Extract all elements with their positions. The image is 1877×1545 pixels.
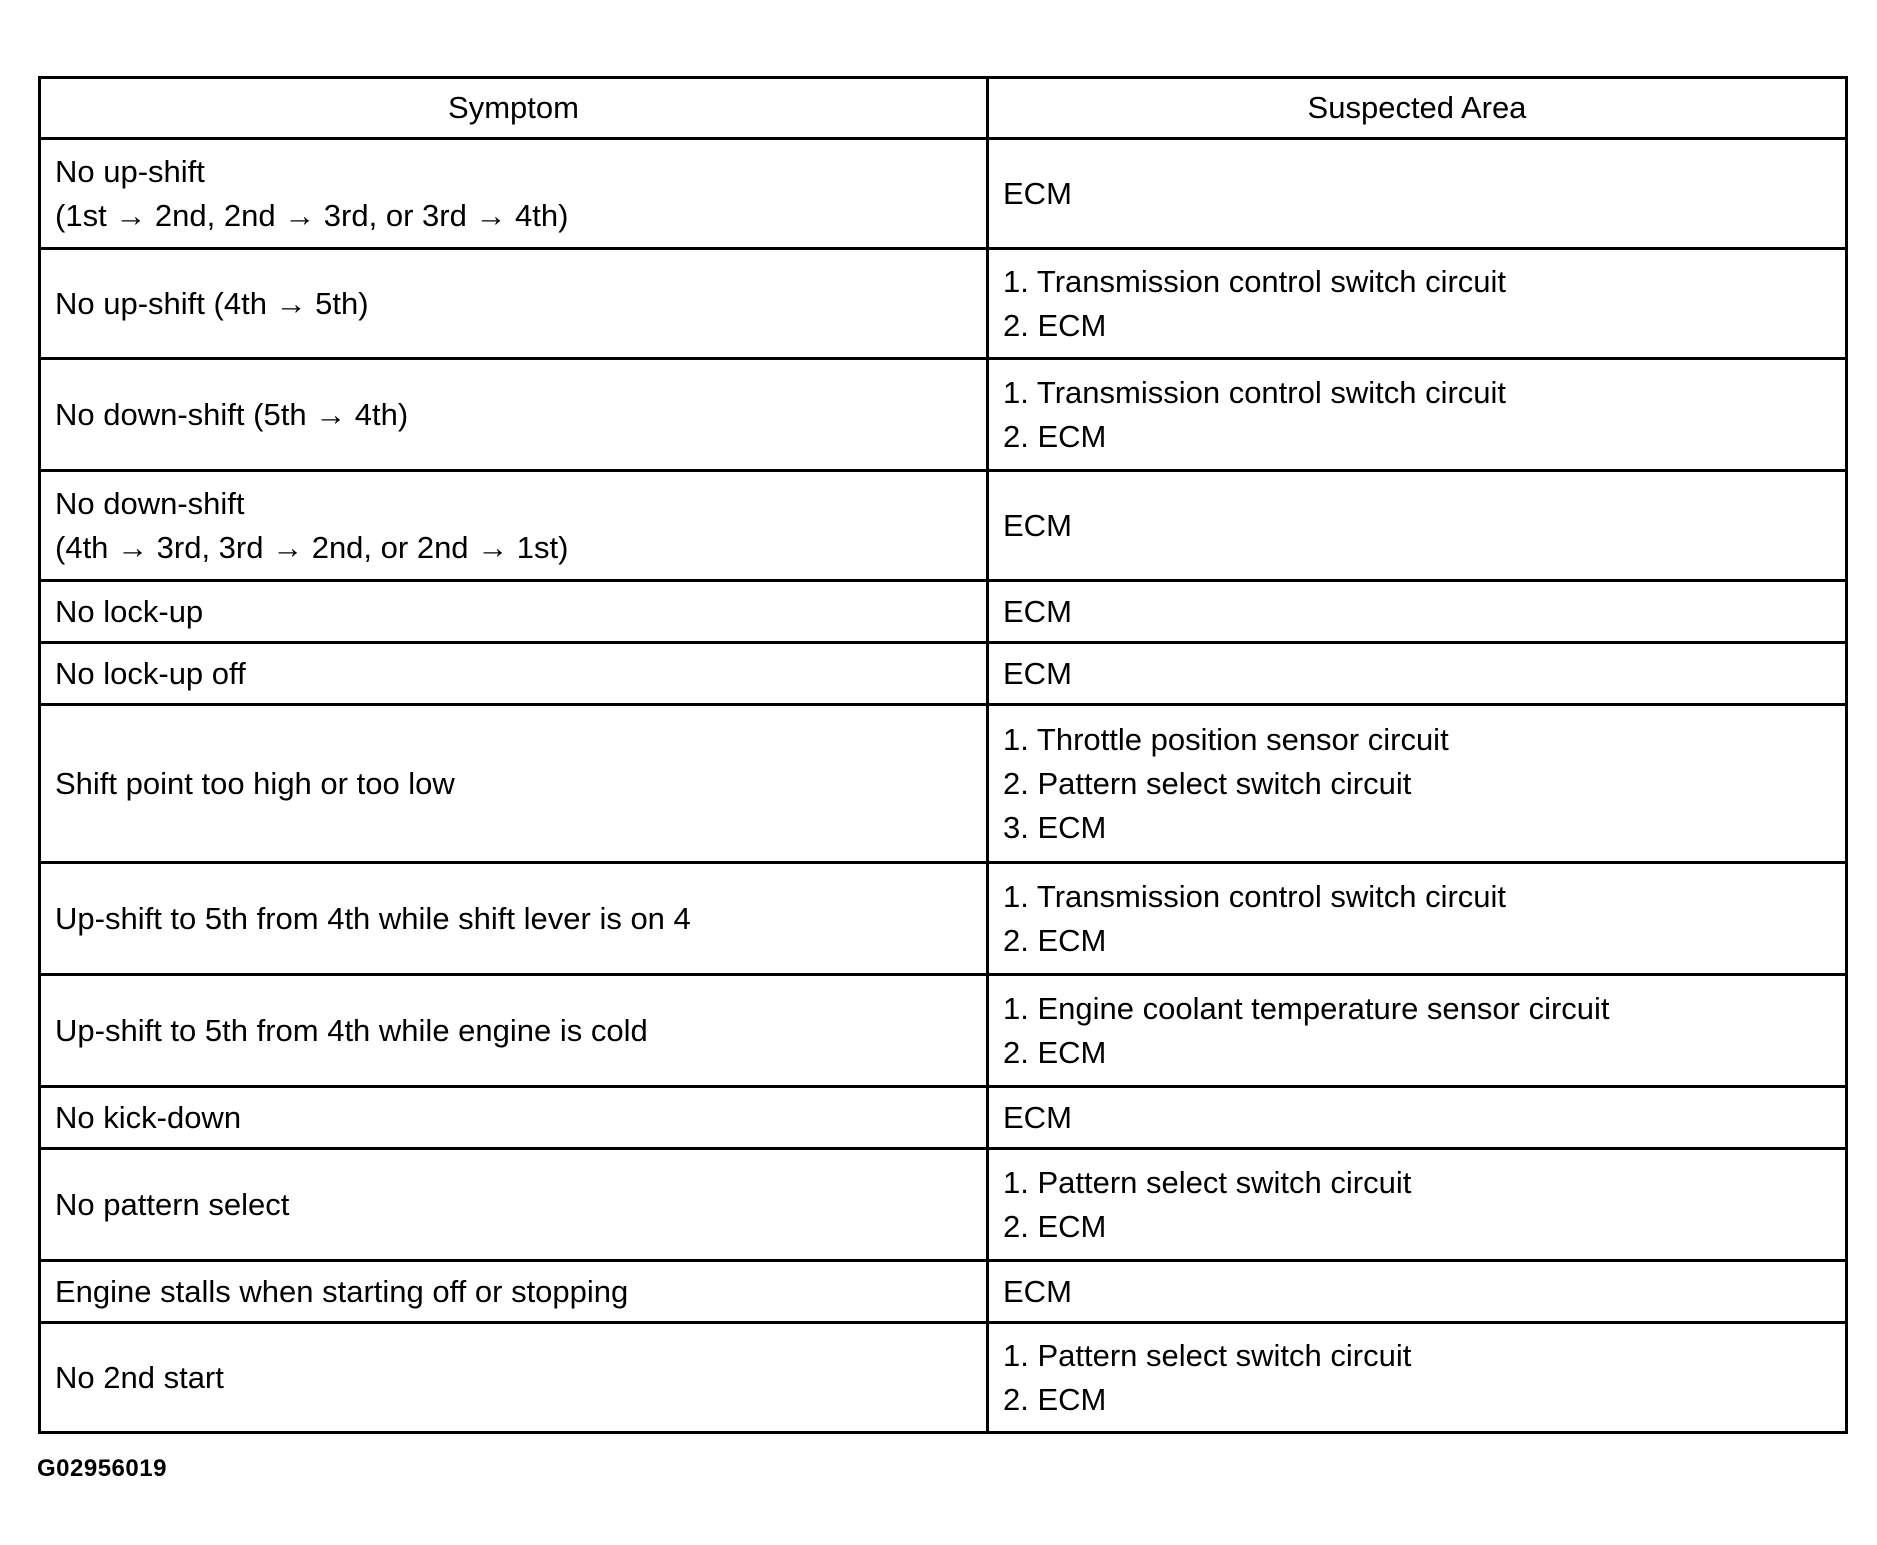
suspected-line: ECM [1003,1099,1072,1135]
suspected-line: 2. Pattern select switch circuit [1003,765,1412,801]
suspected-line: 2. ECM [1003,418,1107,454]
symptom-cell [40,1149,988,1261]
suspected-cell [988,359,1847,471]
symptom-cell [40,975,988,1087]
suspected-line: 1. Throttle position sensor circuit [1003,721,1449,757]
symptom-line: (1st → 2nd, 2nd → 3rd, or 3rd → 4th) [55,197,569,233]
symptom-line: No pattern select [55,1186,290,1222]
suspected-line: ECM [1003,1273,1072,1309]
symptom-line: No down-shift (5th → 4th) [55,396,409,432]
symptom-line: Up-shift to 5th from 4th while shift lever is on 4 [55,900,691,936]
symptom-cell [40,581,988,643]
symptom-line: Shift point too high or too low [55,765,455,801]
table-row [40,249,1847,359]
symptom-cell [40,139,988,249]
suspected-cell [988,1087,1847,1149]
suspected-cell [988,471,1847,581]
table-row [40,139,1847,249]
suspected-line: 1. Transmission control switch circuit [1003,263,1507,299]
table-row [40,705,1847,863]
suspected-cell [988,1149,1847,1261]
symptom-line: No kick-down [55,1099,242,1135]
symptom-cell [40,1261,988,1323]
suspected-line: ECM [1003,507,1072,543]
symptom-line: (4th → 3rd, 3rd → 2nd, or 2nd → 1st) [55,529,569,565]
suspected-cell [988,1323,1847,1433]
table-row [40,1087,1847,1149]
suspected-line: 2. ECM [1003,922,1107,958]
table-row [40,863,1847,975]
header-suspected-area: Suspected Area [988,78,1847,139]
suspected-cell [988,975,1847,1087]
table-row [40,643,1847,705]
table-row [40,581,1847,643]
table-row [40,471,1847,581]
symptom-line: Up-shift to 5th from 4th while engine is cold [55,1012,648,1048]
suspected-cell [988,643,1847,705]
suspected-cell [988,581,1847,643]
suspected-line: 2. ECM [1003,1034,1107,1070]
suspected-line: 1. Pattern select switch circuit [1003,1337,1412,1373]
symptom-cell [40,1323,988,1433]
suspected-cell [988,139,1847,249]
symptom-cell [40,359,988,471]
suspected-line: ECM [1003,175,1072,211]
symptom-cell [40,863,988,975]
symptom-cell [40,1087,988,1149]
symptom-cell [40,471,988,581]
symptom-table [38,76,1848,1434]
symptom-line: No up-shift (4th → 5th) [55,285,369,321]
suspected-line: ECM [1003,593,1072,629]
table-header-row [40,78,1847,139]
suspected-line: 3. ECM [1003,809,1107,845]
suspected-cell [988,249,1847,359]
suspected-line: 2. ECM [1003,307,1107,343]
symptom-line: No lock-up off [55,655,246,691]
suspected-cell [988,863,1847,975]
table-row [40,359,1847,471]
symptom-line: Engine stalls when starting off or stopping [55,1273,629,1309]
table-row [40,1261,1847,1323]
symptom-line: No lock-up [55,593,204,629]
figure-code: G02956019 [37,1455,167,1482]
suspected-line: 1. Transmission control switch circuit [1003,374,1507,410]
symptom-line: No up-shift [55,153,205,189]
symptom-cell [40,705,988,863]
table-row [40,1323,1847,1433]
header-symptom: Symptom [40,78,988,139]
suspected-line: 2. ECM [1003,1208,1107,1244]
table-row [40,1149,1847,1261]
table-row [40,975,1847,1087]
suspected-line: ECM [1003,655,1072,691]
symptom-line: No down-shift [55,485,245,521]
symptom-line: No 2nd start [55,1359,224,1395]
suspected-line: 1. Transmission control switch circuit [1003,878,1507,914]
suspected-cell [988,1261,1847,1323]
suspected-cell [988,705,1847,863]
symptom-cell [40,249,988,359]
suspected-line: 2. ECM [1003,1381,1107,1417]
suspected-line: 1. Engine coolant temperature sensor circuit [1003,990,1610,1026]
suspected-line: 1. Pattern select switch circuit [1003,1164,1412,1200]
symptom-cell [40,643,988,705]
